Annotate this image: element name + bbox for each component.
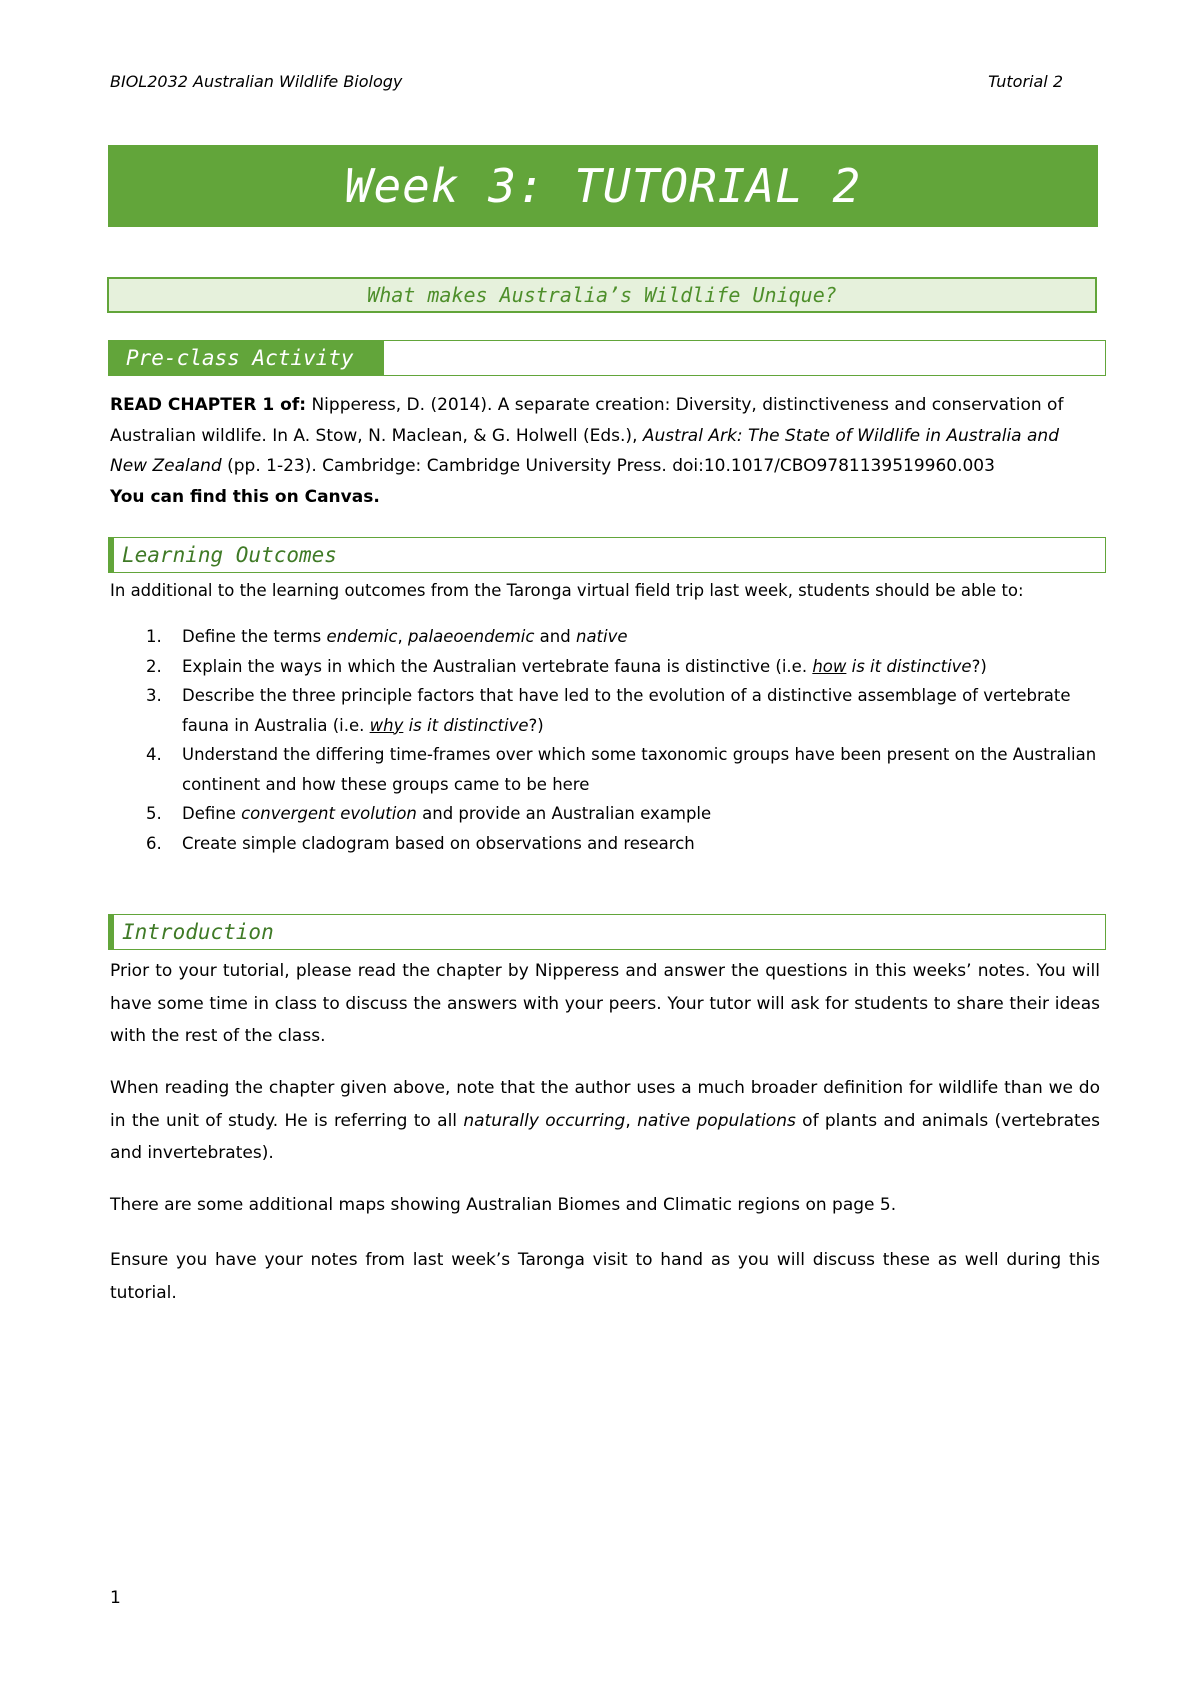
intro-paragraph-3: There are some additional maps showing Australian Biomes and Climatic regions on page 5. xyxy=(110,1195,897,1215)
header-course-title: BIOL2032 Australian Wildlife Biology xyxy=(110,72,403,91)
term-native-populations: native populations xyxy=(637,1110,796,1131)
outcome-text: ?) xyxy=(971,656,987,676)
intro-p2-text: When reading the chapter given above, note that the author uses a much broader definition for wildlife than we do in the unit of study. He is referring to all xyxy=(110,1078,1100,1131)
canvas-note: You can find this on Canvas. xyxy=(110,486,380,507)
section-heading-outcomes xyxy=(108,537,1106,573)
list-number: 4. xyxy=(146,745,162,764)
outcome-text: Create simple cladogram based on observations and research xyxy=(182,833,695,853)
list-number: 6. xyxy=(146,833,162,853)
section-heading-introduction xyxy=(108,914,1106,950)
page-title: Week 3: TUTORIAL 2 xyxy=(108,145,1098,227)
section-heading-preclass-label: Pre-class Activity xyxy=(114,341,384,375)
citation-text-1: Nipperess, D. (2014). A separate creation: Diversity, distinctiveness and conservation of Australian wildlife. In A. Stow, N. Maclean, & G. Holwell (Eds.), xyxy=(110,395,1064,446)
section-heading-outcomes-label: Learning Outcomes xyxy=(122,543,337,567)
list-item xyxy=(110,829,1100,859)
outcome-emphasis: is it distinctive xyxy=(403,715,529,735)
citation-text-2: (pp. 1-23). Cambridge: Cambridge University Press. doi:10.1017/CBO9781139519960.003 xyxy=(221,456,995,476)
list-item xyxy=(110,622,1100,652)
outcome-text: and xyxy=(534,627,576,646)
term-palaeoendemic: palaeoendemic xyxy=(407,627,535,646)
outcome-text: ?) xyxy=(528,715,544,735)
outcome-text: , xyxy=(397,627,408,646)
page-number: 1 xyxy=(110,1588,121,1608)
outcome-text: Understand the differing time-frames over which some taxonomic groups have been present on the Australian continent and how these groups came to be here xyxy=(182,745,1097,794)
citation-book-title: Austral Ark: The State of Wildlife in Australia and New Zealand xyxy=(110,425,1059,476)
list-number: 5. xyxy=(146,804,162,823)
outcomes-lead: In additional to the learning outcomes from the Taronga virtual field trip last week, students should be able to: xyxy=(110,581,1024,600)
intro-p2-text: , xyxy=(625,1110,638,1131)
list-item xyxy=(110,740,1100,799)
list-item xyxy=(110,681,1100,740)
intro-paragraph-2 xyxy=(110,1072,1100,1170)
list-number: 1. xyxy=(146,627,162,646)
outcome-text: Describe the three principle factors that have led to the evolution of a distinctive assemblage of vertebrate fauna in Australia (i.e. xyxy=(182,686,1071,735)
term-naturally-occurring: naturally occurring xyxy=(463,1110,626,1131)
reading-citation xyxy=(110,390,1100,512)
intro-p2-text: of plants and animals (vertebrates and invertebrates). xyxy=(110,1110,1100,1163)
read-chapter-label: READ CHAPTER 1 of: xyxy=(110,395,307,415)
list-item xyxy=(110,652,1100,682)
outcome-text: Explain the ways in which the Australian vertebrate fauna is distinctive (i.e. xyxy=(182,656,813,676)
section-heading-preclass xyxy=(108,340,1106,376)
intro-paragraph-4: Ensure you have your notes from last week’s Taronga visit to hand as you will discuss these as well during this tutorial. xyxy=(110,1250,1100,1303)
intro-paragraph-1: Prior to your tutorial, please read the chapter by Nipperess and answer the questions in this weeks’ notes. You will have some time in class to discuss the answers with your peers. Your tutor will ask for students to share their ideas with the rest of the class. xyxy=(110,961,1100,1046)
outcome-text: Define xyxy=(182,804,242,823)
underlined-why: why xyxy=(369,715,404,735)
list-number: 2. xyxy=(146,656,162,676)
outcome-text: Define the terms xyxy=(182,627,327,646)
page-subtitle: What makes Australia’s Wildlife Unique? xyxy=(107,277,1097,313)
emphasis-how xyxy=(812,657,971,676)
term-native: native xyxy=(575,627,628,646)
outcome-text: and provide an Australian example xyxy=(416,804,712,823)
learning-outcomes-list xyxy=(110,622,1100,858)
emphasis-why xyxy=(370,716,529,735)
underlined-how: how xyxy=(812,656,847,676)
outcome-emphasis: is it distinctive xyxy=(846,656,972,676)
list-item xyxy=(110,799,1100,829)
section-heading-introduction-label: Introduction xyxy=(122,920,274,944)
term-convergent-evolution: convergent evolution xyxy=(241,804,417,823)
list-number: 3. xyxy=(146,686,162,705)
header-tutorial-label: Tutorial 2 xyxy=(988,72,1063,91)
term-endemic: endemic xyxy=(326,627,398,646)
